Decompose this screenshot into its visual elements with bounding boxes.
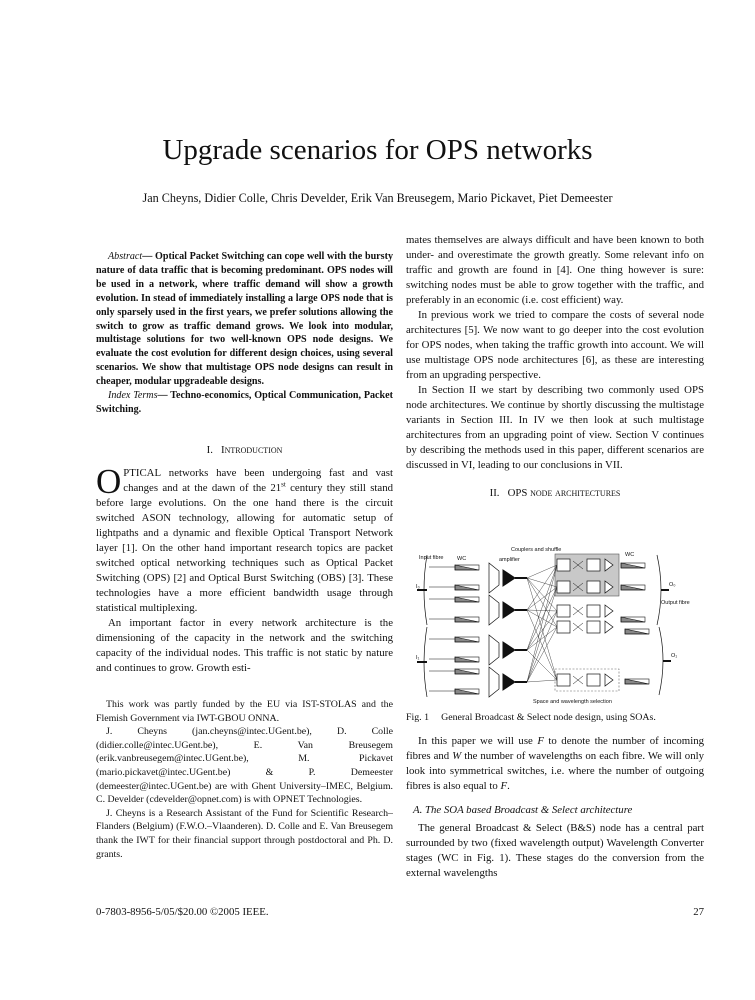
footnote-grants: J. Cheyns is a Research Assistant of the Fund for Scientific Research–Flanders (Belgium) (F.W.O.–Vlaanderen). D. Colle and E. Van Breusegem thank the IWT for their financial support through postdoctoral and Ph. D. grants. <box>96 807 393 860</box>
amplifier-label: amplifier <box>499 557 520 563</box>
caption-text: General Broadcast & Select node design, using SOAs. <box>441 712 656 723</box>
var-F: F <box>500 780 508 792</box>
paper-title: Upgrade scenarios for OPS networks <box>162 134 593 166</box>
output-fibre-label: Output fibre <box>661 600 690 606</box>
author-list: Jan Cheyns, Didier Colle, Chris Develder, Erik Van Breusegem, Mario Pickavet, Piet Demeester <box>142 191 613 205</box>
text-run: . <box>507 780 510 792</box>
index-terms-dash: — <box>157 390 171 402</box>
o1-label: O₁ <box>671 653 678 659</box>
text-run: to denote the number of incoming fibres and <box>406 735 705 762</box>
wc-left-label: WC <box>457 556 467 562</box>
figure-label: Fig. 1 <box>406 712 430 723</box>
figure-1-diagram <box>415 545 705 705</box>
section-number: I. <box>206 443 213 456</box>
section-title: node architectures <box>527 487 621 499</box>
section-title-lead: OPS <box>507 487 528 499</box>
left-column <box>96 250 393 676</box>
subsection-heading-a: A. The SOA based Broadcast & Select architecture <box>413 804 633 816</box>
index-terms-text: Techno-economics, Optical Communication, Packet Switching. <box>96 390 393 415</box>
section-heading-introduction <box>96 443 393 458</box>
lead-word: PTICAL <box>123 466 162 479</box>
section-number: II. <box>489 487 500 499</box>
abstract-label: Abstract <box>108 251 143 262</box>
wc-right-label: WC <box>625 552 635 558</box>
coupler-label: Couplers and shuffle <box>511 547 562 553</box>
abstract-dash: — <box>142 251 156 262</box>
abstract-text: Optical Packet Switching can cope well with the bursty nature of data traffic that is becoming predominant. OPS nodes will be used in a network, where traffic demand will show a growth evolution. In stead of immediately installing a large OPS node that is only sparsely used in the first years, we prefer solutions allowing the switch to grow as traffic demand grows. We look into modular, multistage solutions for two well-known OPS node designs. We evaluate the cost evolution for different design choices, using several scenarios. We show that multistage OPS node designs can result in cheaper, modular upgradeable designs. <box>96 251 393 388</box>
superscript: st <box>281 480 286 489</box>
footnote-funding: This work was partly funded by the EU via IST-STOLAS and the Flemish Government via IWT-GBOU ONNA. <box>96 699 393 724</box>
var-W: W <box>452 750 462 762</box>
i1-label: I₁ <box>416 655 420 661</box>
text-run: In this paper we will use <box>418 735 538 747</box>
section-heading-architectures <box>406 486 704 501</box>
notation-paragraph <box>406 734 704 794</box>
input-fibre-label: Input fibre <box>419 555 444 561</box>
abstract <box>96 250 393 389</box>
intro-paragraph-1 <box>96 461 393 616</box>
figure-1-caption <box>406 711 704 724</box>
drop-cap: O <box>96 461 122 501</box>
text-run: century they still stand before large evolutions. On the one hand there is the circuit switched ASON technology, allowing for automatic setup of lightpaths and a dynamic and flexible Optical Transport Network layer [1]. On the other hand important research topics are packet switched optical networking techniques such as Optical Packet Switching (OPS) [2] and Optical Burst Switching (OBS) [3]. These technologies have a more efficient bandwidth usage through statistical multiplexing. <box>96 481 393 614</box>
right-column <box>406 233 704 509</box>
text-run: networks have been undergoing fast and vast changes and at the dawn of the 21 <box>123 466 393 494</box>
intro-paragraph-4: In Section II we start by describing two commonly used OPS node architectures. We continue by shortly discussing the multistage variants in Section III. In IV we then look at such multistage architectures from an upgrading point of view. Section V continues by describing the methods used in this paper, different scenarios are discussed in VI, leading to our conclusions in VII. <box>406 384 704 471</box>
var-F: F <box>537 735 544 747</box>
footnotes <box>96 698 393 861</box>
index-terms <box>96 389 393 417</box>
page-number: 27 <box>693 906 704 918</box>
footnote-affiliations: J. Cheyns (jan.cheyns@intec.UGent.be), D. Colle (didier.colle@intec.UGent.be), E. Van Breusegem (erik.vanbreusegem@intec.UGent.be), M. Pickavet (mario.pickavet@intec.UGent.be) & P. Demeester (demeester@intec.UGent.be) are with Ghent University–IMEC, Belgium. C. Develder (cdevelder@opnet.com) is with OPNET Technologies. <box>96 726 393 806</box>
copyright-notice: 0-7803-8956-5/05/$20.00 ©2005 IEEE. <box>96 906 269 918</box>
bs-paragraph: The general Broadcast & Select (B&S) node has a central part surrounded by two (fixed wavelength output) Wavelength Converter stages (WC in Fig. 1). These stages do the conversion from the external wavelengths <box>406 822 704 879</box>
intro-paragraph-3: In previous work we tried to compare the costs of several node architectures [5]. We now want to go deeper into the cost evolution for OPS nodes, when taking the traffic growth into account. We will use multistage OPS node architectures [6], as these are interesting from an upgrading perspective. <box>406 309 704 381</box>
intro-paragraph-2-continued: mates themselves are always difficult and have been known to both under- and overestimate the growth greatly. Some relevant info on traffic and growth are found in [4]. One thing however is sure: switching nodes must be able to grow together with the traffic, and preferably in an economic (i.e. cost efficient) way. <box>406 234 704 306</box>
space-wavelength-label: Space and wavelength selection <box>533 699 612 705</box>
index-terms-label: Index Terms <box>108 390 158 402</box>
intro-paragraph-2: An important factor in every network architecture is the dimensioning of the capacity in the network and the switching capacity of the individual nodes. This traffic is not static by nature and continues to grow. Growth esti- <box>96 616 393 674</box>
o0-label: O₀ <box>669 582 676 588</box>
right-column-lower <box>406 734 704 881</box>
i0-label: I₀ <box>416 584 420 590</box>
text-run: the number of wavelengths on each fibre. We will only look into symmetrical switches, i.e. where the number of outgoing fibres is also equal to <box>406 750 704 792</box>
section-title: Introduction <box>221 443 283 456</box>
